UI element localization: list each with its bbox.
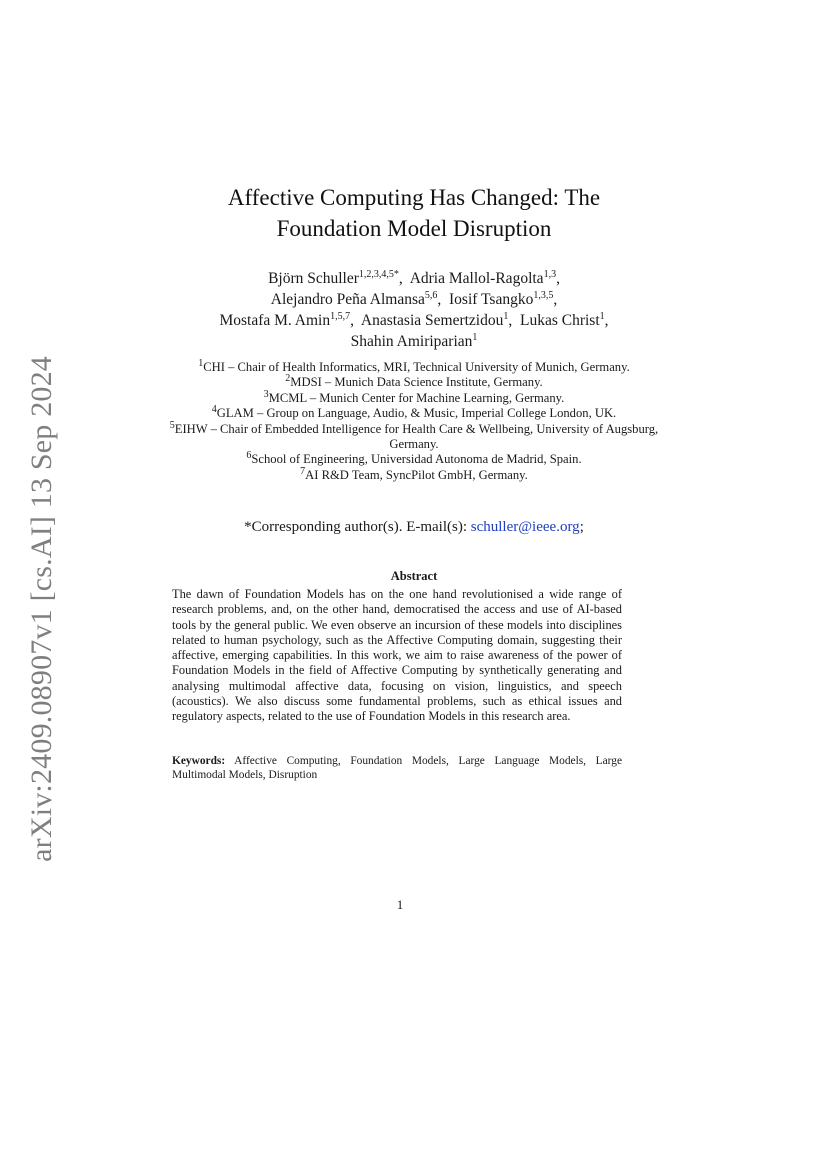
corresponding-label: *Corresponding author(s). E-mail(s): (244, 519, 471, 535)
affiliation-number: 5 (169, 419, 175, 431)
keywords-text: Affective Computing, Foundation Models, Large Language Models, Large Multimodal Models, Disruption (172, 755, 622, 781)
affiliation-number: 7 (300, 465, 306, 477)
author-name: Alejandro Peña Almansa (270, 291, 425, 308)
author-name: Adria Mallol-Ragolta (409, 270, 544, 287)
author-affil-ref: 1,5,7 (330, 310, 351, 322)
paper-title (150, 182, 678, 244)
title-line-2: Foundation Model Disruption (276, 216, 552, 241)
author-name: Iosif Tsangko (449, 291, 534, 308)
author-affil-ref: 5,6 (424, 289, 438, 301)
affiliation-text: AI R&D Team, SyncPilot GmbH, Germany. (305, 467, 528, 482)
author-name: Anastasia Semertzidou (360, 312, 504, 329)
author-affil-ref: 1,3 (543, 268, 557, 280)
affiliation-number: 4 (211, 404, 217, 416)
author-line-1: Björn Schuller$^{1,2,3,4,5*}$, Adria Mallol-Ragolta$^{1,3}$, (268, 268, 560, 287)
author-affil-ref: 1 (599, 310, 605, 322)
title-line-1: Affective Computing Has Changed: The (227, 185, 601, 210)
affiliation-text: MCML – Munich Center for Machine Learning, Germany. (268, 390, 565, 405)
affiliation-item (150, 388, 678, 406)
author-line-4 (150, 331, 678, 352)
author-affil-ref: 1,2,3,4,5* (358, 268, 399, 280)
affiliation-item (150, 375, 678, 390)
affiliation-number: 6 (246, 450, 252, 462)
author-line-2: Alejandro Peña Almansa$^{5,6}$, Iosif Tsangko$^{1,3,5}$, (270, 289, 558, 308)
corresponding-author (150, 518, 678, 537)
keywords (172, 754, 622, 782)
affiliation-number: 1 (198, 357, 204, 369)
page-number: 1 (396, 897, 404, 912)
affiliation-text: GLAM – Group on Language, Audio, & Music, Imperial College London, UK. (216, 406, 617, 421)
affiliation-item (150, 452, 678, 467)
affiliation-text: School of Engineering, Universidad Autonoma de Madrid, Spain. (251, 452, 582, 467)
email-link[interactable]: schuller@ieee.org (470, 519, 580, 535)
abstract-text: The dawn of Foundation Models has on the one hand revolutionised a wide range of research problems, and, on the other hand, democratised the access and use of AI-based tools by the general public. We even observe an incursion of these models into disciplines related to human psychology, such as the Affective Computing domain, suggesting their affective, emerging capabilities. In this work, we aim to raise awareness of the power of Foundation Models in the field of Affective Computing by synthetically generating and analysing multimodal affective data, focusing on vision, linguistics, and speech (acoustics). We also discuss some fundamental problems, such as ethical issues and regulatory aspects, related to the use of Foundation Models in this research area. (172, 587, 622, 724)
author-line-3: Mostafa M. Amin$^{1,5,7}$, Anastasia Semertzidou$^1$, Lukas Christ$^1$, (219, 310, 609, 329)
affiliation-number: 3 (263, 388, 269, 400)
author-affil-ref: 1,3,5 (533, 289, 554, 301)
affiliation-text: MDSI – Munich Data Science Institute, Germany. (290, 375, 543, 390)
author-name: Mostafa M. Amin (219, 312, 331, 329)
author-name: Shahin Amiriparian (350, 333, 473, 350)
arxiv-sidebar (12, 356, 72, 862)
affiliation-item (150, 465, 678, 483)
arxiv-identifier: arXiv:2409.08907v1 [cs.AI] 13 Sep 2024 (25, 356, 58, 862)
affiliation-text: CHI – Chair of Health Informatics, MRI, Technical University of Munich, Germany. (203, 360, 630, 374)
author-name: Björn Schuller (268, 270, 359, 287)
keywords-label: Keywords: (172, 755, 226, 767)
corresponding-suffix: ; (579, 519, 584, 535)
affiliation-number: 2 (285, 373, 291, 385)
affiliation-item (150, 419, 678, 453)
affiliation-item (150, 357, 678, 375)
affiliation-list (150, 357, 678, 483)
author-list (150, 268, 678, 352)
affiliation-text: EIHW – Chair of Embedded Intelligence for Health Care & Wellbeing, University of Augsburg, Germany. (174, 421, 659, 452)
abstract-heading: Abstract (390, 569, 438, 583)
affiliation-item (150, 406, 678, 421)
author-name: Lukas Christ (520, 312, 600, 329)
author-affil-ref: 1 (472, 331, 478, 343)
author-affil-ref: 1 (503, 310, 509, 322)
